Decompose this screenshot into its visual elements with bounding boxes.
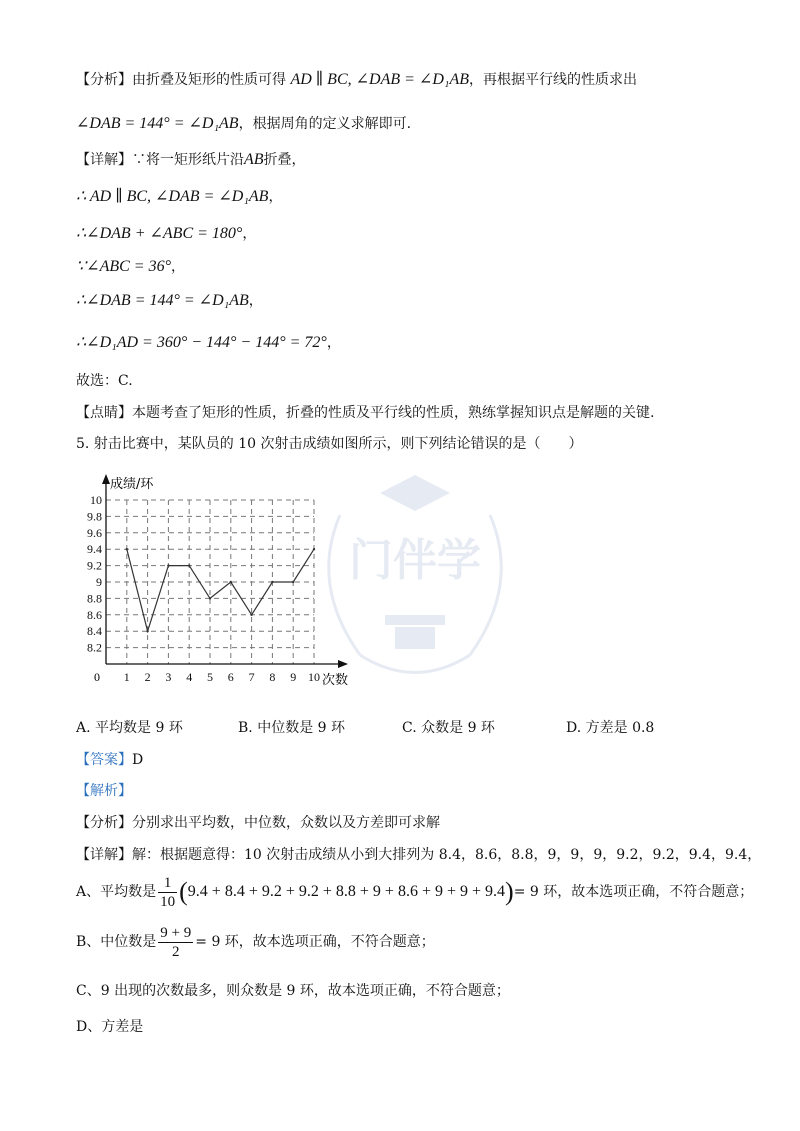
q5-variance-line: D、方差是 bbox=[76, 1019, 144, 1035]
math-expr: ∠DAB = 144° = ∠D₁AB bbox=[76, 115, 239, 132]
detail-line-4: ∵∠ABC = 36°， bbox=[76, 258, 185, 275]
option-a: A. 平均数是 9 环 bbox=[76, 720, 183, 736]
q5-median-line: B、中位数是 $\frac{9 + 9}{2}$ = 9 环，故本选项正确，不符合题意； bbox=[76, 924, 435, 960]
x-tick-label: 8 bbox=[269, 670, 276, 684]
math-expr: AD ∥ BC, ∠DAB = ∠D₁AB bbox=[290, 71, 469, 88]
fraction: $\frac{1}{10}$ bbox=[160, 874, 176, 910]
detail-line-1: 【详解】∵将一矩形纸片沿AB折叠， bbox=[76, 151, 306, 168]
bracket-remark: 【点睛】 bbox=[76, 405, 132, 421]
x-axis-arrow bbox=[338, 660, 348, 668]
analysis-line-2: ∠DAB = 144° = ∠D₁AB，根据周角的定义求解即可. bbox=[76, 115, 412, 132]
data-point bbox=[209, 597, 211, 599]
x-tick-label: 1 bbox=[123, 670, 130, 684]
question-5-stem: 5. 射击比赛中，某队员的 10 次射击成绩如图所示，则下列结论错误的是（ ） bbox=[76, 436, 583, 452]
detail-line-2: ∴ AD ∥ BC, ∠DAB = ∠D₁AB， bbox=[76, 188, 283, 205]
q5-mean-line: A、平均数是 $\frac{1}{10}$ (9.4 + 8.4 + 9.2 + 9.2 + 8.8 + 9 + 8.6 + 9 + 9 + 9.4)= 9 环，故本选项正确，不符合题意； bbox=[76, 874, 754, 910]
choice-line: 故选：C. bbox=[76, 373, 133, 389]
bracket-detail: 【详解】 bbox=[76, 152, 132, 168]
y-tick-label: 9.4 bbox=[87, 542, 102, 557]
data-point bbox=[146, 630, 148, 632]
bracket-analysis: 【分析】 bbox=[76, 72, 132, 88]
detail-line-3: ∴∠DAB + ∠ABC = 180°， bbox=[76, 225, 257, 242]
data-point bbox=[313, 548, 315, 550]
fraction: $\frac{9 + 9}{2}$ bbox=[160, 924, 192, 960]
y-tick-label: 9.8 bbox=[87, 509, 102, 524]
x-tick-label: 3 bbox=[165, 670, 172, 684]
y-tick-label: 8.4 bbox=[87, 624, 102, 639]
y-axis-arrow bbox=[102, 474, 110, 484]
x-tick-label: 5 bbox=[207, 670, 213, 684]
x-tick-label: 9 bbox=[290, 670, 297, 684]
y-tick-label: 9.2 bbox=[87, 558, 102, 573]
x-tick-label: 6 bbox=[227, 670, 234, 684]
option-c: C. 众数是 9 环 bbox=[402, 720, 495, 736]
y-tick-label: 9.6 bbox=[87, 525, 102, 540]
y-tick-label: 8.8 bbox=[87, 591, 102, 606]
answer-line: 【答案】D bbox=[76, 752, 144, 768]
x-axis-label: 次数 bbox=[322, 673, 349, 688]
watermark-text: 门伴学 bbox=[349, 535, 481, 586]
score-series-line bbox=[127, 549, 314, 631]
y-tick-label: 9 bbox=[96, 575, 102, 589]
data-point bbox=[230, 581, 232, 583]
remark-line: 【点睛】本题考查了矩形的性质，折叠的性质及平行线的性质，熟练掌握知识点是解题的关键. bbox=[76, 405, 655, 421]
y-tick-label: 8.2 bbox=[87, 640, 102, 655]
data-point bbox=[292, 581, 294, 583]
detail-line-5: ∴∠DAB = 144° = ∠D₁AB， bbox=[76, 292, 263, 309]
detail-line-6: ∴∠D₁AD = 360° − 144° − 144° = 72°， bbox=[76, 334, 341, 351]
bracket-answer: 【答案】 bbox=[76, 752, 132, 768]
data-point bbox=[188, 564, 190, 566]
score-line-chart bbox=[76, 472, 376, 697]
data-point bbox=[250, 614, 252, 616]
data-point bbox=[167, 564, 169, 566]
x-tick-label: 4 bbox=[186, 670, 193, 684]
q5-mode-line: C、9 出现的次数最多，则众数是 9 环，故本选项正确，不符合题意； bbox=[76, 983, 510, 999]
option-d: D. 方差是 0.8 bbox=[566, 720, 655, 736]
option-b: B. 中位数是 9 环 bbox=[238, 720, 345, 736]
q5-analysis: 【分析】分别求出平均数，中位数，众数以及方差即可求解 bbox=[76, 815, 440, 831]
x-tick-label: 10 bbox=[308, 670, 320, 684]
origin-label: 0 bbox=[94, 670, 100, 684]
analysis-line-1: 【分析】由折叠及矩形的性质可得 AD ∥ BC, ∠DAB = ∠D₁AB，再根据平行线的性质求出 bbox=[76, 71, 637, 88]
q5-detail: 【详解】解：根据题意得：10 次射击成绩从小到大排列为 8.4，8.6，8.8，9，9，9，9.2，9.2，9.4，9.4， bbox=[76, 847, 762, 863]
data-point bbox=[271, 581, 273, 583]
y-tick-label: 10 bbox=[90, 493, 102, 507]
x-tick-label: 2 bbox=[144, 670, 151, 684]
data-point bbox=[126, 548, 128, 550]
y-tick-label: 8.6 bbox=[87, 607, 102, 622]
x-tick-label: 7 bbox=[248, 670, 255, 684]
y-axis-label: 成绩/环 bbox=[110, 477, 154, 492]
analysis-head: 【解析】 bbox=[76, 783, 132, 799]
